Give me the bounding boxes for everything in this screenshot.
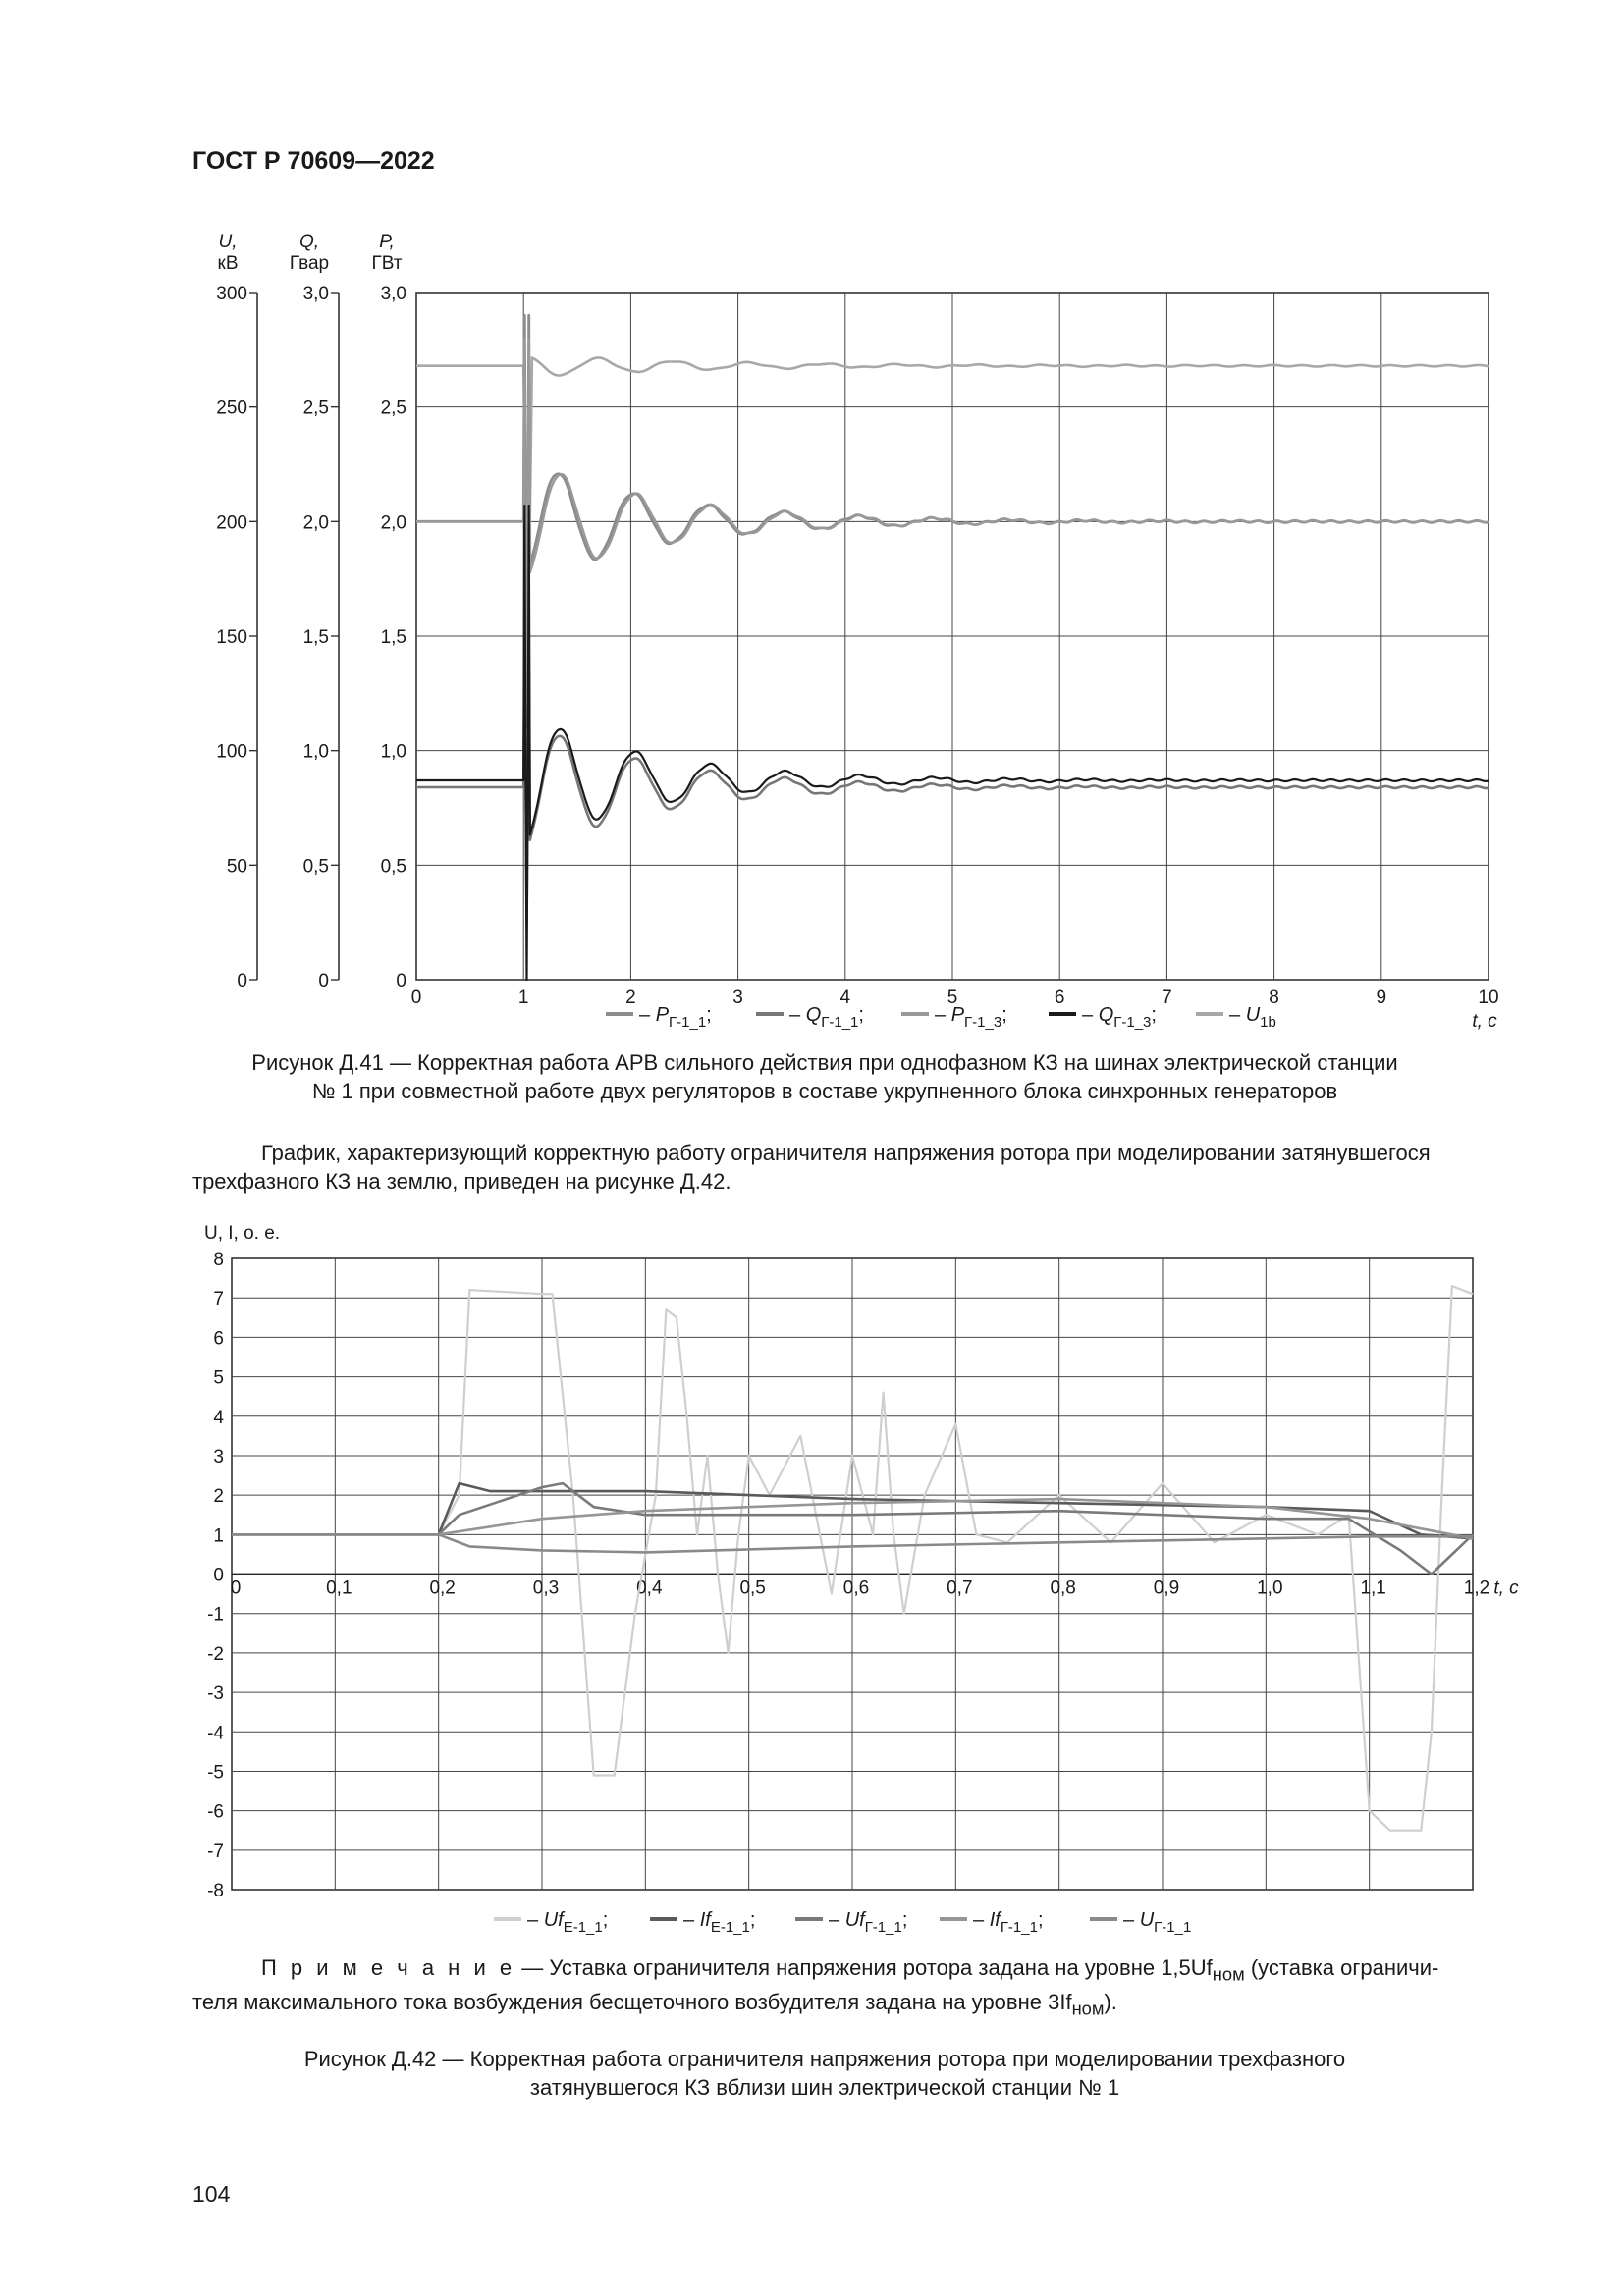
legend-label: – $U_{1b}$ bbox=[1229, 1004, 1276, 1031]
y-tick-label: -8 bbox=[207, 1881, 224, 1901]
legend-label: – $Uf_{Е-1\_1}$; bbox=[527, 1909, 609, 1936]
y-tick-label: 1 bbox=[213, 1525, 224, 1547]
note-text-2-end: ). bbox=[1104, 1990, 1117, 2015]
x-tick-label: 0 bbox=[230, 1577, 242, 1599]
x-tick-label: 9 bbox=[1376, 988, 1387, 1008]
x-tick-label: 8 bbox=[1269, 988, 1279, 1008]
x-tick-label: 1,2 bbox=[1463, 1577, 1490, 1599]
figure-42-caption bbox=[147, 2045, 1502, 2102]
y-tick-label: 4 bbox=[213, 1407, 224, 1428]
x-tick-label: 1 bbox=[517, 988, 529, 1008]
y-tick-label: 0,5 bbox=[380, 856, 406, 878]
y-tick-label: 3 bbox=[213, 1446, 224, 1468]
x-tick-label: 0,9 bbox=[1153, 1577, 1180, 1599]
note-text-1: — Уставка ограничителя напряжения ротора задана на уровне 1,5Uf bbox=[515, 1955, 1213, 1980]
note-sub-2: ном bbox=[1071, 1998, 1105, 2019]
figure-42-caption-line1: Рисунок Д.42 — Корректная работа ограничителя напряжения ротора при моделировании трехфазного bbox=[303, 2047, 1346, 2071]
x-tick-label: 1,1 bbox=[1360, 1577, 1386, 1599]
x-tick-label: 10 bbox=[1478, 988, 1499, 1008]
x-tick-label: 0,6 bbox=[842, 1577, 870, 1599]
x-tick-label: 0,5 bbox=[739, 1577, 766, 1599]
y-tick-label: 0 bbox=[396, 971, 406, 991]
y-tick-label: -3 bbox=[207, 1683, 224, 1705]
y-tick-label: 150 bbox=[216, 627, 247, 648]
y-tick-label: 0,5 bbox=[302, 856, 329, 878]
y-tick-label: 0 bbox=[237, 971, 247, 991]
legend-label: – $Uf_{Г-1\_1}$; bbox=[829, 1909, 908, 1936]
x-tick-label: 0,3 bbox=[532, 1577, 560, 1599]
x-tick-label: 0,4 bbox=[636, 1577, 663, 1599]
note-text-1-end: (уставка ограничи- bbox=[1244, 1955, 1439, 1980]
y-tick-label: -1 bbox=[207, 1604, 224, 1626]
y-tick-label: 2,5 bbox=[302, 398, 329, 419]
body-paragraph: График, характеризующий корректную работу ограничителя напряжения ротора при моделировании затянувшегося трехфазного КЗ на землю, приведен на рисунке Д.42. bbox=[192, 1141, 1431, 1194]
x-tick-label: 4 bbox=[839, 988, 851, 1008]
y-tick-label: 0 bbox=[318, 971, 329, 991]
x-tick-label: 0,8 bbox=[1050, 1577, 1076, 1599]
legend-label: – $Q_{Г-1\_1}$; bbox=[789, 1004, 864, 1031]
legend-label: – $P_{Г-1\_3}$; bbox=[935, 1004, 1007, 1031]
y-tick-label: 200 bbox=[216, 512, 247, 534]
y-tick-label: 50 bbox=[226, 856, 247, 878]
figure-42-caption-line2: затянувшегося КЗ вблизи шин электрической станции № 1 bbox=[529, 2075, 1120, 2100]
y-tick-label: 3,0 bbox=[380, 284, 406, 304]
legend-label: – $U_{Г-1\_1}$ bbox=[1123, 1909, 1192, 1936]
y-tick-label: 2,0 bbox=[302, 512, 329, 534]
legend-label: – $P_{Г-1\_1}$; bbox=[639, 1004, 712, 1031]
x-tick-label: 0 bbox=[410, 988, 422, 1008]
y-tick-label: -7 bbox=[207, 1841, 224, 1862]
y-tick-label: -5 bbox=[207, 1762, 224, 1784]
y-axis-name: Q, bbox=[298, 232, 320, 252]
y-tick-label: -6 bbox=[207, 1801, 224, 1823]
y-tick-label: 8 bbox=[213, 1250, 224, 1270]
y-tick-label: 6 bbox=[213, 1328, 224, 1350]
figure-41-caption bbox=[147, 1048, 1502, 1105]
y-axis-unit: кВ bbox=[217, 253, 239, 274]
note-label: П р и м е ч а н и е bbox=[261, 1955, 516, 1980]
figure-41-chart bbox=[0, 0, 1624, 1041]
legend-label: – $If_{Е-1\_1}$; bbox=[683, 1909, 756, 1936]
x-tick-label: 0,1 bbox=[326, 1577, 352, 1599]
legend-label: – $If_{Г-1\_1}$; bbox=[973, 1909, 1044, 1936]
y-axis-label: U, I, о. е. bbox=[204, 1223, 281, 1244]
figure-41-caption-line2: № 1 при совместной работе двух регуляторов в составе укрупненного блока синхронных генераторов bbox=[311, 1079, 1338, 1103]
x-tick-label: 3 bbox=[732, 988, 743, 1008]
x-tick-label: 2 bbox=[625, 988, 636, 1008]
x-tick-label: 7 bbox=[1162, 988, 1172, 1008]
y-axis-name: U, bbox=[218, 232, 238, 252]
document-header: ГОСТ Р 70609—2022 bbox=[192, 147, 435, 175]
y-tick-label: 3,0 bbox=[302, 284, 329, 304]
y-axis-unit: ГВт bbox=[371, 253, 403, 274]
y-tick-label: -4 bbox=[207, 1723, 224, 1744]
y-tick-label: 7 bbox=[213, 1289, 224, 1310]
y-tick-label: 2,0 bbox=[380, 512, 406, 534]
y-axis-unit: Гвар bbox=[289, 253, 330, 274]
y-tick-label: 2,5 bbox=[380, 398, 406, 419]
x-tick-label: 6 bbox=[1054, 988, 1065, 1008]
y-tick-label: 1,5 bbox=[380, 627, 406, 648]
y-tick-label: 1,0 bbox=[380, 741, 406, 763]
figure-42-note bbox=[192, 1953, 1506, 2023]
y-tick-label: 1,0 bbox=[302, 741, 329, 763]
legend-label: – $Q_{Г-1\_3}$; bbox=[1082, 1004, 1157, 1031]
y-tick-label: 5 bbox=[213, 1367, 224, 1389]
y-tick-label: 0 bbox=[213, 1565, 224, 1586]
y-tick-label: 2 bbox=[213, 1486, 224, 1508]
x-tick-label: 5 bbox=[947, 988, 958, 1008]
page-number: 104 bbox=[192, 2181, 231, 2207]
y-axis-name: P, bbox=[379, 232, 395, 252]
figure-41-caption-line1: Рисунок Д.41 — Корректная работа АРВ сильного действия при однофазном КЗ на шинах электрической станции bbox=[251, 1050, 1398, 1075]
x-tick-label: 0,7 bbox=[947, 1577, 973, 1599]
note-text-2: теля максимального тока возбуждения бесщеточного возбудителя задана на уровне 3If bbox=[192, 1990, 1072, 2015]
y-tick-label: 250 bbox=[216, 398, 247, 419]
note-sub-1: ном bbox=[1212, 1963, 1245, 1985]
y-tick-label: 100 bbox=[216, 741, 247, 763]
x-axis-label: t, c bbox=[1472, 1011, 1497, 1032]
y-tick-label: -2 bbox=[207, 1643, 224, 1665]
figure-42-chart bbox=[0, 1202, 1624, 1949]
y-tick-label: 300 bbox=[216, 284, 247, 304]
x-tick-label: 1,0 bbox=[1257, 1577, 1283, 1599]
x-axis-label: t, c bbox=[1493, 1577, 1519, 1599]
x-tick-label: 0,2 bbox=[429, 1577, 456, 1599]
y-tick-label: 1,5 bbox=[302, 627, 329, 648]
